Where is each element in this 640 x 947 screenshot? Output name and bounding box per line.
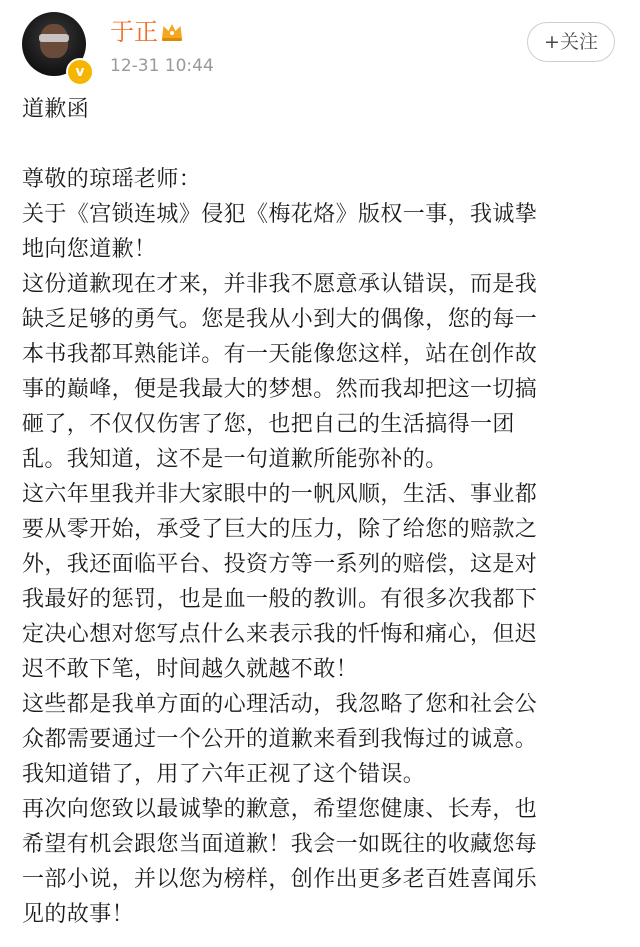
post-body-line: 迟不敢下笔，时间越久就越不敢！ — [22, 657, 359, 682]
post-body-line: 众都需要通过一个公开的道歉来看到我悔过的诚意。 — [22, 727, 538, 752]
post-body-line: 要从零开始，承受了巨大的压力，除了给您的赔款之 — [22, 517, 538, 542]
post-body-line: 乱。我知道，这不是一句道歉所能弥补的。 — [22, 447, 448, 472]
post-content — [22, 92, 622, 932]
blank-line — [22, 127, 622, 162]
post-title: 道歉函 — [22, 97, 90, 122]
post-body-line: 本书我都耳熟能详。有一天能像您这样，站在创作故 — [22, 342, 538, 367]
post-body-line: 事的巅峰，便是我最大的梦想。然而我却把这一切搞 — [22, 377, 538, 402]
post-greeting: 尊敬的琼瑶老师： — [22, 167, 202, 192]
post-body-line: 缺乏足够的勇气。您是我从小到大的偶像，您的每一 — [22, 307, 538, 332]
post-body-line: 定决心想对您写点什么来表示我的忏悔和痛心，但迟 — [22, 622, 538, 647]
post-body-line: 希望有机会跟您当面道歉！我会一如既往的收藏您每 — [22, 832, 538, 857]
crown-icon — [160, 20, 184, 44]
post-body-line: 这六年里我并非大家眼中的一帆风顺，生活、事业都 — [22, 482, 538, 507]
post-timestamp: 12-31 10:44 — [110, 56, 214, 76]
post-body-line: 见的故事！ — [22, 902, 135, 927]
post-body — [22, 197, 622, 932]
follow-button[interactable]: +关注 — [527, 22, 615, 62]
author-name[interactable]: 于正 — [110, 18, 158, 46]
verified-badge-icon: v — [66, 58, 94, 86]
avatar-glasses — [39, 34, 69, 42]
post-body-line: 我最好的惩罚，也是血一般的教训。有很多次我都下 — [22, 587, 538, 612]
post-body-line: 地向您道歉！ — [22, 237, 157, 262]
post-body-line: 再次向您致以最诚挚的歉意，希望您健康、长寿，也 — [22, 797, 538, 822]
post-body-line: 这些都是我单方面的心理活动，我忽略了您和社会公 — [22, 692, 538, 717]
post-body-line: 关于《宫锁连城》侵犯《梅花烙》版权一事，我诚挚 — [22, 202, 538, 227]
post-body-line: 我知道错了，用了六年正视了这个错误。 — [22, 762, 426, 787]
post-body-line: 砸了，不仅仅伤害了您，也把自己的生活搞得一团 — [22, 412, 515, 437]
post-header — [0, 0, 640, 90]
post-body-line: 外，我还面临平台、投资方等一系列的赔偿，这是对 — [22, 552, 538, 577]
post-body-line: 一部小说，并以您为榜样，创作出更多老百姓喜闻乐 — [22, 867, 538, 892]
post-body-line: 这份道歉现在才来，并非我不愿意承认错误，而是我 — [22, 272, 538, 297]
